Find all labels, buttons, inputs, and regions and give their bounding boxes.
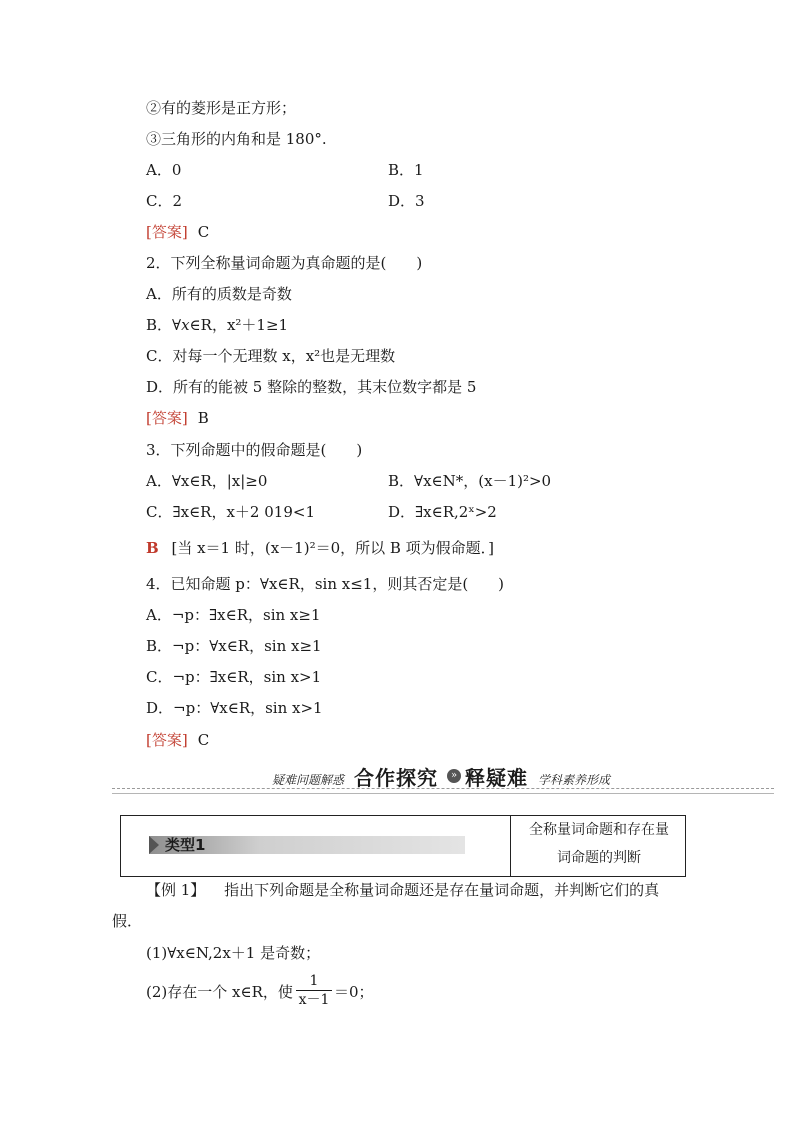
answer-tag: [答案] [146, 731, 188, 749]
fraction-numerator: 1 [296, 972, 332, 991]
type-title-line1: 全称量词命题和存在量 [529, 822, 669, 838]
banner-right-caption: 学科素养形成 [538, 773, 611, 787]
q4-option-c: C．¬p：∃x∈R，sin x>1 [146, 668, 322, 686]
answer-tag: [答案] [146, 223, 188, 241]
answer-1 [146, 222, 209, 242]
q4-option-d: D．¬p：∀x∈R，sin x>1 [146, 699, 323, 717]
q3-option-a: A．∀x∈R，|x|≥0 [146, 472, 268, 490]
statement-2: ②有的菱形是正方形； [146, 99, 297, 117]
section-divider-dashed [112, 788, 774, 789]
answer-explanation: [当 x＝1 时，(x－1)²＝0，所以 B 项为假命题．] [171, 539, 495, 557]
option-d: D．3 [388, 192, 425, 210]
example-item-2 [146, 982, 293, 1002]
answer-4 [146, 730, 209, 750]
answer-value: C [197, 731, 210, 749]
example-heading [146, 880, 659, 900]
option-a: A．0 [146, 161, 182, 179]
q3-option-d: D．∃x∈R,2ˣ>2 [388, 503, 497, 521]
fraction-denominator: x－1 [298, 992, 330, 1008]
q2-option-b-prefix: B．∀ [146, 316, 182, 334]
banner-title-left: 合作探究 [354, 766, 438, 790]
q2-stem: 2．下列全称量词命题为真命题的是( ) [146, 254, 423, 272]
banner-left-caption: 疑难问题解惑 [272, 773, 345, 787]
answer-value: C [197, 223, 210, 241]
q2-option-d: D．所有的能被 5 整除的整数，其末位数字都是 5 [146, 378, 477, 396]
fraction [296, 972, 332, 1009]
q2-option-b: B．∀x∈R，x²＋1≥1 [146, 316, 289, 334]
q3-option-c: C．∃x∈R，x＋2 019<1 [146, 503, 315, 521]
example-tag: 【例 1】 [146, 881, 206, 899]
option-c: C．2 [146, 192, 183, 210]
q2-option-c: C．对每一个无理数 x，x²也是无理数 [146, 347, 396, 365]
section-divider-solid [112, 793, 774, 794]
type-bar-triangle-icon [149, 836, 159, 854]
option-b: B．1 [388, 161, 424, 179]
banner-arrow-icon: » [447, 769, 461, 783]
q3-answer [146, 538, 494, 558]
q3-stem: 3．下列命题中的假命题是( ) [146, 441, 363, 459]
example-text: 指出下列命题是全称量词命题还是存在量词命题，并判断它们的真 [224, 881, 660, 899]
type-label: 类型1 [165, 836, 206, 854]
q2-option-a: A．所有的质数是奇数 [146, 285, 292, 303]
q4-stem: 4．已知命题 p：∀x∈R，sin x≤1，则其否定是( ) [146, 575, 505, 593]
example-item-1: (1)∀x∈N,2x＋1 是奇数； [146, 944, 321, 962]
answer-tag: [答案] [146, 409, 188, 427]
type-box [120, 815, 686, 877]
example-item-2-suffix: ＝0； [334, 983, 374, 1001]
type-title-line2: 词命题的判断 [557, 850, 641, 866]
answer-value: B [146, 539, 159, 557]
example-item-2-prefix: (2)存在一个 x∈R，使 [146, 983, 293, 1001]
q2-option-b-expr: ∈R，x²＋1≥1 [189, 316, 289, 334]
banner-title-right: 释疑难 [465, 766, 528, 790]
q3-option-b: B．∀x∈N*，(x－1)²>0 [388, 472, 552, 490]
answer-2 [146, 408, 209, 428]
answer-value: B [197, 409, 209, 427]
q4-option-a: A．¬p：∃x∈R，sin x≥1 [146, 606, 321, 624]
statement-3: ③三角形的内角和是 180°. [146, 130, 327, 148]
example-text-cont: 假． [112, 912, 143, 930]
q4-option-b: B．¬p：∀x∈R，sin x≥1 [146, 637, 322, 655]
